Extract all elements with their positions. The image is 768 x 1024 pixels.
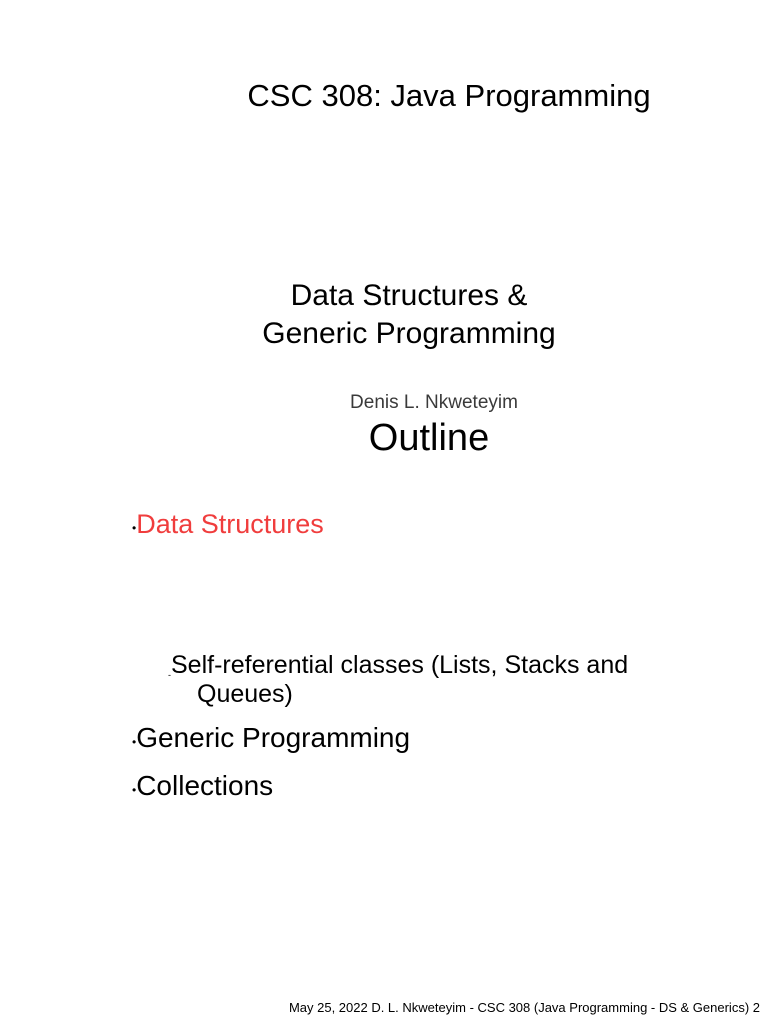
page-footer: May 25, 2022 D. L. Nkweteyim - CSC 308 (Java Programming - DS & Generics) 2: [288, 1000, 760, 1015]
subtitle-line-1: Data Structures &: [290, 279, 528, 312]
outline-item-text: Generic Programming: [136, 722, 411, 753]
presentation-subtitle: [0, 277, 768, 353]
outline-item-generic-programming: [132, 722, 410, 754]
outline-heading: Outline: [368, 417, 490, 459]
course-title: CSC 308: Java Programming: [247, 78, 651, 113]
bullet-icon: •: [132, 520, 137, 535]
outline-item-collections: [132, 770, 273, 802]
outline-item-data-structures: [132, 509, 324, 540]
sub-bullet-icon: -: [168, 670, 171, 680]
bullet-icon: •: [132, 782, 137, 797]
author-name: Denis L. Nkweteyim: [350, 392, 518, 413]
subtitle-line-2: Generic Programming: [262, 317, 556, 350]
outline-subitem-text: [171, 651, 628, 709]
outline-subitem-line-1: Self-referential classes (Lists, Stacks and: [171, 651, 629, 679]
outline-item-text: Data Structures: [136, 509, 324, 539]
bullet-icon: •: [132, 734, 137, 749]
outline-item-text: Collections: [136, 770, 274, 801]
outline-subitem-self-referential: [168, 651, 628, 709]
outline-subitem-line-2: Queues): [197, 680, 293, 708]
